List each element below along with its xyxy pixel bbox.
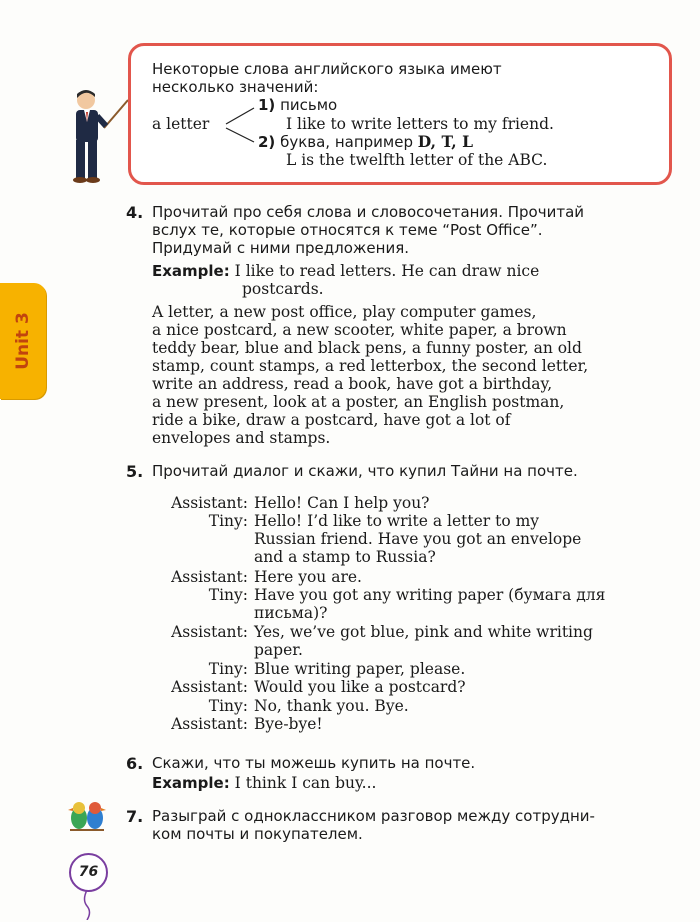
dialog-line (152, 678, 466, 697)
dialog-line (152, 530, 581, 549)
unit-tab (0, 283, 46, 399)
parrots-pair-icon (66, 798, 108, 834)
dialog-text: Blue writing paper, please. (254, 660, 466, 678)
page-number: 76 (69, 853, 108, 892)
dialog-line (152, 697, 409, 716)
dialog-line (152, 548, 436, 567)
ex7-line2: ком почты и покупателем. (152, 825, 363, 843)
dialog-text: Hello! Can I help you? (254, 494, 430, 512)
meaning2-letters: D, T, L (417, 132, 473, 151)
meaning2-row (258, 133, 473, 152)
info-intro-line1: Некоторые слова английского языка имеют (152, 60, 502, 78)
dialog-text: and a stamp to Russia? (254, 548, 436, 566)
dialog-text: Would you like a postcard? (254, 678, 466, 696)
ex4-line1: Прочитай про себя слова и словосочетания. Прочитай (152, 203, 585, 221)
meaning1-text: письмо (280, 96, 338, 114)
ex4-words-1: A letter, a new post office, play computer games, (152, 303, 537, 321)
dialog-text: Hello! I’d like to write a letter to my (254, 512, 540, 530)
ex4-example-line1: I like to read letters. He can draw nice (234, 262, 540, 280)
ex4-words-2: a nice postcard, a new scooter, white paper, a brown (152, 321, 567, 339)
dialog-line (152, 715, 323, 734)
ex6-example-label: Example: (152, 774, 230, 792)
ex5-number: 5. (126, 462, 144, 481)
dialog-text: Here you are. (254, 568, 362, 586)
dialog-text: Have you got any writing paper (бумага для (254, 586, 606, 604)
meaning1-row (258, 96, 337, 115)
dialog-role: Assistant: (171, 678, 248, 696)
ex4-words-7: ride a bike, draw a postcard, have got a lot of (152, 411, 511, 429)
ex4-words-5: write an address, read a book, have got a birthday, (152, 375, 553, 393)
dialog-text: No, thank you. Bye. (254, 697, 409, 715)
ex6-example-text: I think I can buy... (234, 774, 377, 792)
ex4-example-line2: postcards. (242, 280, 324, 298)
dialog-line (152, 623, 593, 642)
ex4-line2: вслух те, которые относятся к теме “Post Office”. (152, 221, 543, 239)
branch-lines (224, 104, 258, 148)
meaning2-example: L is the twelfth letter of the ABC. (286, 151, 548, 169)
dialog-role: Assistant: (171, 568, 248, 586)
dialog-line (152, 660, 465, 679)
ex4-example (152, 262, 539, 281)
ex6-number: 6. (126, 754, 144, 773)
ex4-words-4: stamp, count stamps, a red letterbox, the second letter, (152, 357, 589, 375)
meaning2-text: буква, например (280, 133, 413, 151)
ex7-number: 7. (126, 807, 144, 826)
meaning2-number: 2) (258, 133, 276, 151)
dialog-role: Assistant: (171, 715, 248, 733)
dialog-role: Tiny: (208, 697, 248, 715)
info-intro-line2: несколько значений: (152, 78, 319, 96)
ex4-words-3: teddy bear, blue and black pens, a funny poster, an old (152, 339, 582, 357)
dialog-text: Bye-bye! (254, 715, 323, 733)
dialog-role: Tiny: (208, 660, 248, 678)
dialog-text: paper. (254, 641, 303, 659)
ex5-instruction: Прочитай диалог и скажи, что купил Тайни на почте. (152, 462, 578, 480)
ex4-words-8: envelopes and stamps. (152, 429, 331, 447)
dialog-line (152, 494, 430, 513)
dialog-line (152, 586, 605, 605)
teacher-illustration (66, 88, 130, 188)
dialog-text: письма)? (254, 604, 328, 622)
dialog-line (152, 604, 327, 623)
ex4-number: 4. (126, 203, 144, 222)
dialog-line (152, 512, 539, 531)
dialog-text: Yes, we’ve got blue, pink and white writing (254, 623, 593, 641)
balloon-string (80, 890, 94, 920)
ex4-example-label: Example: (152, 262, 230, 280)
dialog-role: Assistant: (171, 494, 248, 512)
ex7-line1: Разыграй с одноклассником разговор между сотрудни- (152, 807, 595, 825)
unit-tab-label: Unit 3 (13, 312, 33, 370)
ex4-words-6: a new present, look at a poster, an English postman, (152, 393, 565, 411)
ex4-line3: Придумай с ними предложения. (152, 239, 410, 257)
dialog-text: Russian friend. Have you got an envelope (254, 530, 582, 548)
info-word: a letter (152, 115, 210, 133)
meaning1-example: I like to write letters to my friend. (286, 115, 554, 133)
ex6-example (152, 774, 376, 793)
dialog-line (152, 568, 362, 587)
meaning1-number: 1) (258, 96, 276, 114)
ex6-instruction: Скажи, что ты можешь купить на почте. (152, 754, 476, 772)
dialog-line (152, 641, 303, 660)
dialog-role: Tiny: (208, 586, 248, 604)
dialog-role: Assistant: (171, 623, 248, 641)
dialog-role: Tiny: (208, 512, 248, 530)
